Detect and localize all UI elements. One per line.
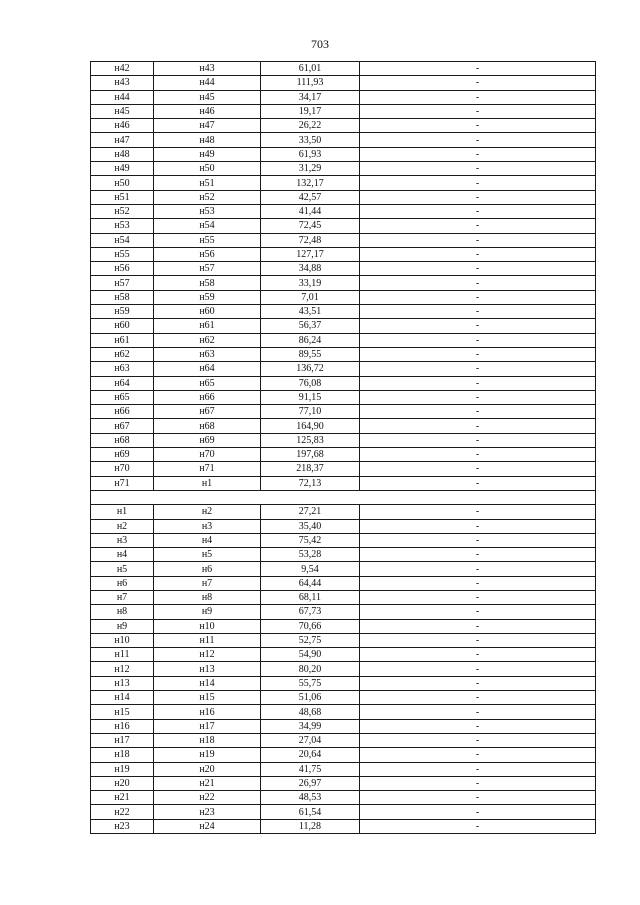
table-row [91,619,596,633]
from-point-cell: н60 [91,319,154,333]
from-point-cell: н64 [91,376,154,390]
table-row [91,448,596,462]
note-cell: - [360,347,596,361]
table-row [91,676,596,690]
separator-cell [91,490,596,504]
table-row [91,576,596,590]
to-point-cell: н71 [154,462,261,476]
from-point-cell: н7 [91,590,154,604]
note-cell: - [360,333,596,347]
note-cell: - [360,562,596,576]
to-point-cell: н14 [154,676,261,690]
note-cell: - [360,104,596,118]
from-point-cell: н57 [91,276,154,290]
length-cell: 136,72 [261,362,360,376]
note-cell: - [360,305,596,319]
to-point-cell: н63 [154,347,261,361]
note-cell: - [360,648,596,662]
to-point-cell: н64 [154,362,261,376]
table-row [91,247,596,261]
from-point-cell: н10 [91,633,154,647]
from-point-cell: н44 [91,90,154,104]
note-cell: - [360,691,596,705]
from-point-cell: н43 [91,76,154,90]
table-row [91,419,596,433]
note-cell: - [360,819,596,833]
to-point-cell: н45 [154,90,261,104]
table-row [91,719,596,733]
table-row [91,319,596,333]
table-row [91,333,596,347]
table-row [91,462,596,476]
from-point-cell: н47 [91,133,154,147]
table-row [91,605,596,619]
to-point-cell: н46 [154,104,261,118]
table-row [91,691,596,705]
note-cell: - [360,576,596,590]
table-row [91,733,596,747]
length-cell: 53,28 [261,548,360,562]
note-cell: - [360,791,596,805]
length-cell: 67,73 [261,605,360,619]
table-row [91,162,596,176]
note-cell: - [360,376,596,390]
length-cell: 41,44 [261,204,360,218]
note-cell: - [360,405,596,419]
to-point-cell: н22 [154,791,261,805]
from-point-cell: н17 [91,733,154,747]
length-cell: 111,93 [261,76,360,90]
to-point-cell: н8 [154,590,261,604]
length-cell: 218,37 [261,462,360,476]
length-cell: 72,45 [261,219,360,233]
table-row [91,190,596,204]
from-point-cell: н19 [91,762,154,776]
from-point-cell: н58 [91,290,154,304]
length-cell: 76,08 [261,376,360,390]
length-cell: 61,93 [261,147,360,161]
table-row [91,76,596,90]
from-point-cell: н56 [91,262,154,276]
length-cell: 27,21 [261,505,360,519]
from-point-cell: н71 [91,476,154,490]
length-cell: 55,75 [261,676,360,690]
length-cell: 64,44 [261,576,360,590]
from-point-cell: н3 [91,533,154,547]
note-cell: - [360,319,596,333]
note-cell: - [360,176,596,190]
table-row [91,805,596,819]
note-cell: - [360,76,596,90]
length-cell: 80,20 [261,662,360,676]
to-point-cell: н7 [154,576,261,590]
from-point-cell: н46 [91,119,154,133]
note-cell: - [360,290,596,304]
from-point-cell: н4 [91,548,154,562]
length-cell: 72,48 [261,233,360,247]
note-cell: - [360,90,596,104]
from-point-cell: н9 [91,619,154,633]
length-cell: 9,54 [261,562,360,576]
table-row [91,219,596,233]
length-cell: 26,97 [261,776,360,790]
length-cell: 75,42 [261,533,360,547]
note-cell: - [360,748,596,762]
from-point-cell: н20 [91,776,154,790]
from-point-cell: н23 [91,819,154,833]
page-number: 703 [311,37,329,51]
length-cell: 26,22 [261,119,360,133]
length-cell: 132,17 [261,176,360,190]
to-point-cell: н17 [154,719,261,733]
length-cell: 33,19 [261,276,360,290]
from-point-cell: н52 [91,204,154,218]
to-point-cell: н51 [154,176,261,190]
note-cell: - [360,762,596,776]
note-cell: - [360,276,596,290]
length-cell: 11,28 [261,819,360,833]
to-point-cell: н49 [154,147,261,161]
length-cell: 56,37 [261,319,360,333]
to-point-cell: н15 [154,691,261,705]
note-cell: - [360,262,596,276]
table-row [91,662,596,676]
table-row [91,476,596,490]
table-row [91,290,596,304]
from-point-cell: н42 [91,62,154,76]
to-point-cell: н21 [154,776,261,790]
from-point-cell: н49 [91,162,154,176]
length-cell: 164,90 [261,419,360,433]
table-row [91,762,596,776]
length-cell: 61,54 [261,805,360,819]
to-point-cell: н47 [154,119,261,133]
from-point-cell: н65 [91,390,154,404]
length-cell: 48,68 [261,705,360,719]
table-row [91,548,596,562]
length-cell: 77,10 [261,405,360,419]
from-point-cell: н69 [91,448,154,462]
to-point-cell: н18 [154,733,261,747]
note-cell: - [360,676,596,690]
to-point-cell: н23 [154,805,261,819]
from-point-cell: н63 [91,362,154,376]
table-row [91,147,596,161]
from-point-cell: н55 [91,247,154,261]
from-point-cell: н59 [91,305,154,319]
length-cell: 42,57 [261,190,360,204]
length-cell: 31,29 [261,162,360,176]
note-cell: - [360,390,596,404]
length-cell: 19,17 [261,104,360,118]
from-point-cell: н2 [91,519,154,533]
note-cell: - [360,590,596,604]
from-point-cell: н48 [91,147,154,161]
length-cell: 34,99 [261,719,360,733]
table-row [91,776,596,790]
length-cell: 125,83 [261,433,360,447]
note-cell: - [360,162,596,176]
table-row [91,362,596,376]
to-point-cell: н4 [154,533,261,547]
from-point-cell: н21 [91,791,154,805]
table-row [91,276,596,290]
table-row [91,705,596,719]
note-cell: - [360,133,596,147]
note-cell: - [360,719,596,733]
from-point-cell: н67 [91,419,154,433]
table-row [91,562,596,576]
from-point-cell: н6 [91,576,154,590]
table-row [91,119,596,133]
table-row [91,90,596,104]
table-row [91,347,596,361]
table-row [91,748,596,762]
from-point-cell: н50 [91,176,154,190]
note-cell: - [360,419,596,433]
length-cell: 7,01 [261,290,360,304]
from-point-cell: н12 [91,662,154,676]
from-point-cell: н66 [91,405,154,419]
from-point-cell: н61 [91,333,154,347]
length-cell: 20,64 [261,748,360,762]
from-point-cell: н54 [91,233,154,247]
from-point-cell: н68 [91,433,154,447]
table-row [91,819,596,833]
length-cell: 52,75 [261,633,360,647]
to-point-cell: н2 [154,505,261,519]
to-point-cell: н19 [154,748,261,762]
table-row [91,405,596,419]
note-cell: - [360,533,596,547]
boundary-segments-table [90,61,596,834]
note-cell: - [360,733,596,747]
length-cell: 41,75 [261,762,360,776]
from-point-cell: н70 [91,462,154,476]
note-cell: - [360,219,596,233]
to-point-cell: н65 [154,376,261,390]
to-point-cell: н58 [154,276,261,290]
to-point-cell: н1 [154,476,261,490]
note-cell: - [360,705,596,719]
to-point-cell: н68 [154,419,261,433]
to-point-cell: н57 [154,262,261,276]
length-cell: 48,53 [261,791,360,805]
from-point-cell: н18 [91,748,154,762]
from-point-cell: н53 [91,219,154,233]
table-row [91,590,596,604]
length-cell: 91,15 [261,390,360,404]
to-point-cell: н61 [154,319,261,333]
table-separator-row [91,490,596,504]
length-cell: 51,06 [261,691,360,705]
length-cell: 127,17 [261,247,360,261]
note-cell: - [360,233,596,247]
note-cell: - [360,362,596,376]
to-point-cell: н5 [154,548,261,562]
table-row [91,204,596,218]
length-cell: 35,40 [261,519,360,533]
table-row [91,390,596,404]
from-point-cell: н62 [91,347,154,361]
note-cell: - [360,247,596,261]
to-point-cell: н53 [154,204,261,218]
note-cell: - [360,662,596,676]
to-point-cell: н20 [154,762,261,776]
table-row [91,233,596,247]
table-row [91,791,596,805]
length-cell: 89,55 [261,347,360,361]
to-point-cell: н62 [154,333,261,347]
to-point-cell: н10 [154,619,261,633]
from-point-cell: н8 [91,605,154,619]
table-row [91,648,596,662]
table-row [91,176,596,190]
to-point-cell: н13 [154,662,261,676]
to-point-cell: н56 [154,247,261,261]
note-cell: - [360,776,596,790]
table-row [91,505,596,519]
note-cell: - [360,519,596,533]
note-cell: - [360,190,596,204]
note-cell: - [360,633,596,647]
table-row [91,376,596,390]
note-cell: - [360,119,596,133]
length-cell: 68,11 [261,590,360,604]
length-cell: 54,90 [261,648,360,662]
to-point-cell: н11 [154,633,261,647]
length-cell: 34,17 [261,90,360,104]
from-point-cell: н13 [91,676,154,690]
note-cell: - [360,476,596,490]
note-cell: - [360,619,596,633]
length-cell: 70,66 [261,619,360,633]
from-point-cell: н14 [91,691,154,705]
table-row [91,104,596,118]
table-body [91,62,596,834]
note-cell: - [360,448,596,462]
to-point-cell: н50 [154,162,261,176]
table-row [91,433,596,447]
to-point-cell: н9 [154,605,261,619]
note-cell: - [360,462,596,476]
length-cell: 61,01 [261,62,360,76]
to-point-cell: н66 [154,390,261,404]
table-row [91,262,596,276]
table-row [91,633,596,647]
length-cell: 34,88 [261,262,360,276]
to-point-cell: н3 [154,519,261,533]
to-point-cell: н70 [154,448,261,462]
note-cell: - [360,147,596,161]
note-cell: - [360,433,596,447]
to-point-cell: н6 [154,562,261,576]
length-cell: 27,04 [261,733,360,747]
note-cell: - [360,505,596,519]
table-row [91,533,596,547]
note-cell: - [360,805,596,819]
to-point-cell: н43 [154,62,261,76]
from-point-cell: н16 [91,719,154,733]
to-point-cell: н69 [154,433,261,447]
length-cell: 86,24 [261,333,360,347]
to-point-cell: н16 [154,705,261,719]
length-cell: 43,51 [261,305,360,319]
from-point-cell: н11 [91,648,154,662]
to-point-cell: н54 [154,219,261,233]
table-row [91,62,596,76]
from-point-cell: н22 [91,805,154,819]
to-point-cell: н24 [154,819,261,833]
from-point-cell: н15 [91,705,154,719]
note-cell: - [360,62,596,76]
length-cell: 72,13 [261,476,360,490]
note-cell: - [360,204,596,218]
to-point-cell: н52 [154,190,261,204]
to-point-cell: н44 [154,76,261,90]
to-point-cell: н60 [154,305,261,319]
to-point-cell: н59 [154,290,261,304]
table-row [91,133,596,147]
from-point-cell: н1 [91,505,154,519]
to-point-cell: н55 [154,233,261,247]
note-cell: - [360,605,596,619]
length-cell: 197,68 [261,448,360,462]
to-point-cell: н12 [154,648,261,662]
note-cell: - [360,548,596,562]
to-point-cell: н48 [154,133,261,147]
from-point-cell: н51 [91,190,154,204]
from-point-cell: н5 [91,562,154,576]
to-point-cell: н67 [154,405,261,419]
table-row [91,305,596,319]
length-cell: 33,50 [261,133,360,147]
table-row [91,519,596,533]
from-point-cell: н45 [91,104,154,118]
